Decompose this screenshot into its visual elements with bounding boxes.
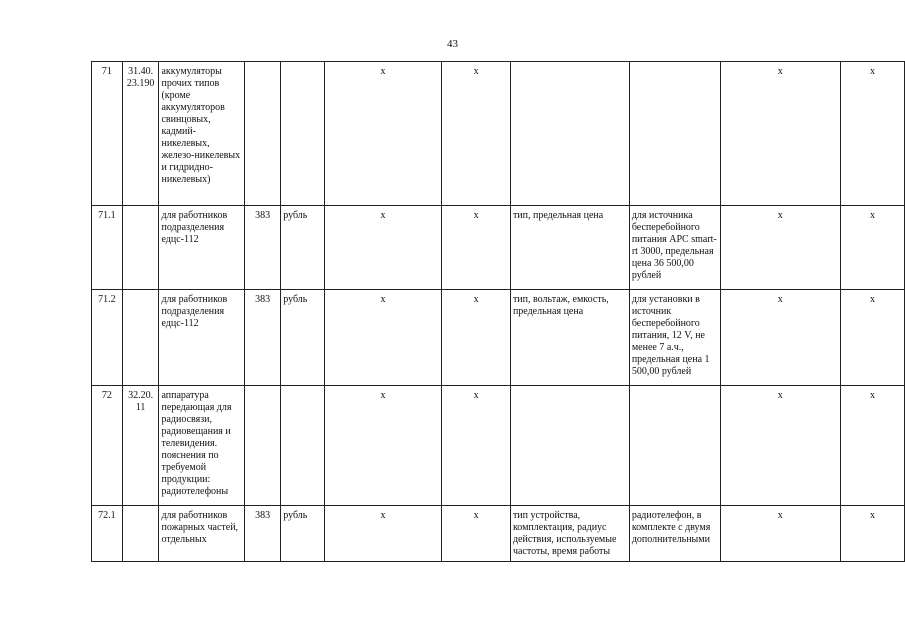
mark-cell: x <box>442 206 511 290</box>
row-number-cell: 72.1 <box>92 506 123 562</box>
characteristic-cell <box>510 386 629 506</box>
unit-cell: рубль <box>281 290 324 386</box>
product-name-cell: аппаратура передающая для радиосвязи, радиовещания и телевидения. пояснения по требуемой продукции: радиотелефоны <box>159 386 244 506</box>
mark-cell: x <box>324 386 442 506</box>
okpd-code-cell <box>122 206 159 290</box>
mark-cell: x <box>442 386 511 506</box>
mark-cell: x <box>841 206 905 290</box>
mark-cell: x <box>841 290 905 386</box>
table-row <box>92 62 905 206</box>
row-number-cell: 72 <box>92 386 123 506</box>
value-cell: радиотелефон, в комплекте с двумя дополнительными <box>629 506 720 562</box>
table-row <box>92 506 905 562</box>
characteristic-cell: тип, предельная цена <box>510 206 629 290</box>
okei-code-cell: 383 <box>244 290 280 386</box>
unit-cell: рубль <box>281 206 324 290</box>
product-name-cell: для работников подразделения едцс-112 <box>159 290 244 386</box>
requirements-table <box>91 61 905 562</box>
characteristic-cell: тип устройства, комплектация, радиус действия, используемые частоты, время работы <box>510 506 629 562</box>
mark-cell: x <box>841 62 905 206</box>
mark-cell: x <box>324 506 442 562</box>
row-number-cell: 71.2 <box>92 290 123 386</box>
product-name-cell: для работников пожарных частей, отдельных <box>159 506 244 562</box>
mark-cell: x <box>324 62 442 206</box>
mark-cell: x <box>442 62 511 206</box>
row-number-cell: 71 <box>92 62 123 206</box>
value-cell: для источника бесперебойного питания APC smart-rt 3000, предельная цена 36 500,00 рублей <box>629 206 720 290</box>
okei-code-cell <box>244 62 280 206</box>
unit-cell <box>281 62 324 206</box>
mark-cell: x <box>324 290 442 386</box>
table-row <box>92 290 905 386</box>
mark-cell: x <box>720 206 841 290</box>
okpd-code-cell <box>122 506 159 562</box>
okpd-code-cell: 31.40. 23.190 <box>122 62 159 206</box>
mark-cell: x <box>720 290 841 386</box>
table-body <box>92 62 905 562</box>
mark-cell: x <box>841 506 905 562</box>
value-cell <box>629 62 720 206</box>
mark-cell: x <box>324 206 442 290</box>
mark-cell: x <box>720 386 841 506</box>
mark-cell: x <box>442 506 511 562</box>
mark-cell: x <box>442 290 511 386</box>
table-row <box>92 206 905 290</box>
characteristic-cell: тип, вольтаж, емкость, предельная цена <box>510 290 629 386</box>
mark-cell: x <box>841 386 905 506</box>
okpd-code-cell: 32.20. 11 <box>122 386 159 506</box>
page-number: 43 <box>447 38 458 50</box>
okei-code-cell: 383 <box>244 506 280 562</box>
okei-code-cell <box>244 386 280 506</box>
value-cell: для установки в источник бесперебойного питания, 12 V, не менее 7 а.ч., предельная цена 1 500,00 рублей <box>629 290 720 386</box>
product-name-cell: аккумуляторы прочих типов (кроме аккумуляторов свинцовых, кадмий-никелевых, железо-никелевых и гидридно-никелевых) <box>159 62 244 206</box>
value-cell <box>629 386 720 506</box>
table-row <box>92 386 905 506</box>
okei-code-cell: 383 <box>244 206 280 290</box>
product-name-cell: для работников подразделения едцс-112 <box>159 206 244 290</box>
mark-cell: x <box>720 62 841 206</box>
row-number-cell: 71.1 <box>92 206 123 290</box>
okpd-code-cell <box>122 290 159 386</box>
unit-cell: рубль <box>281 506 324 562</box>
unit-cell <box>281 386 324 506</box>
characteristic-cell <box>510 62 629 206</box>
mark-cell: x <box>720 506 841 562</box>
